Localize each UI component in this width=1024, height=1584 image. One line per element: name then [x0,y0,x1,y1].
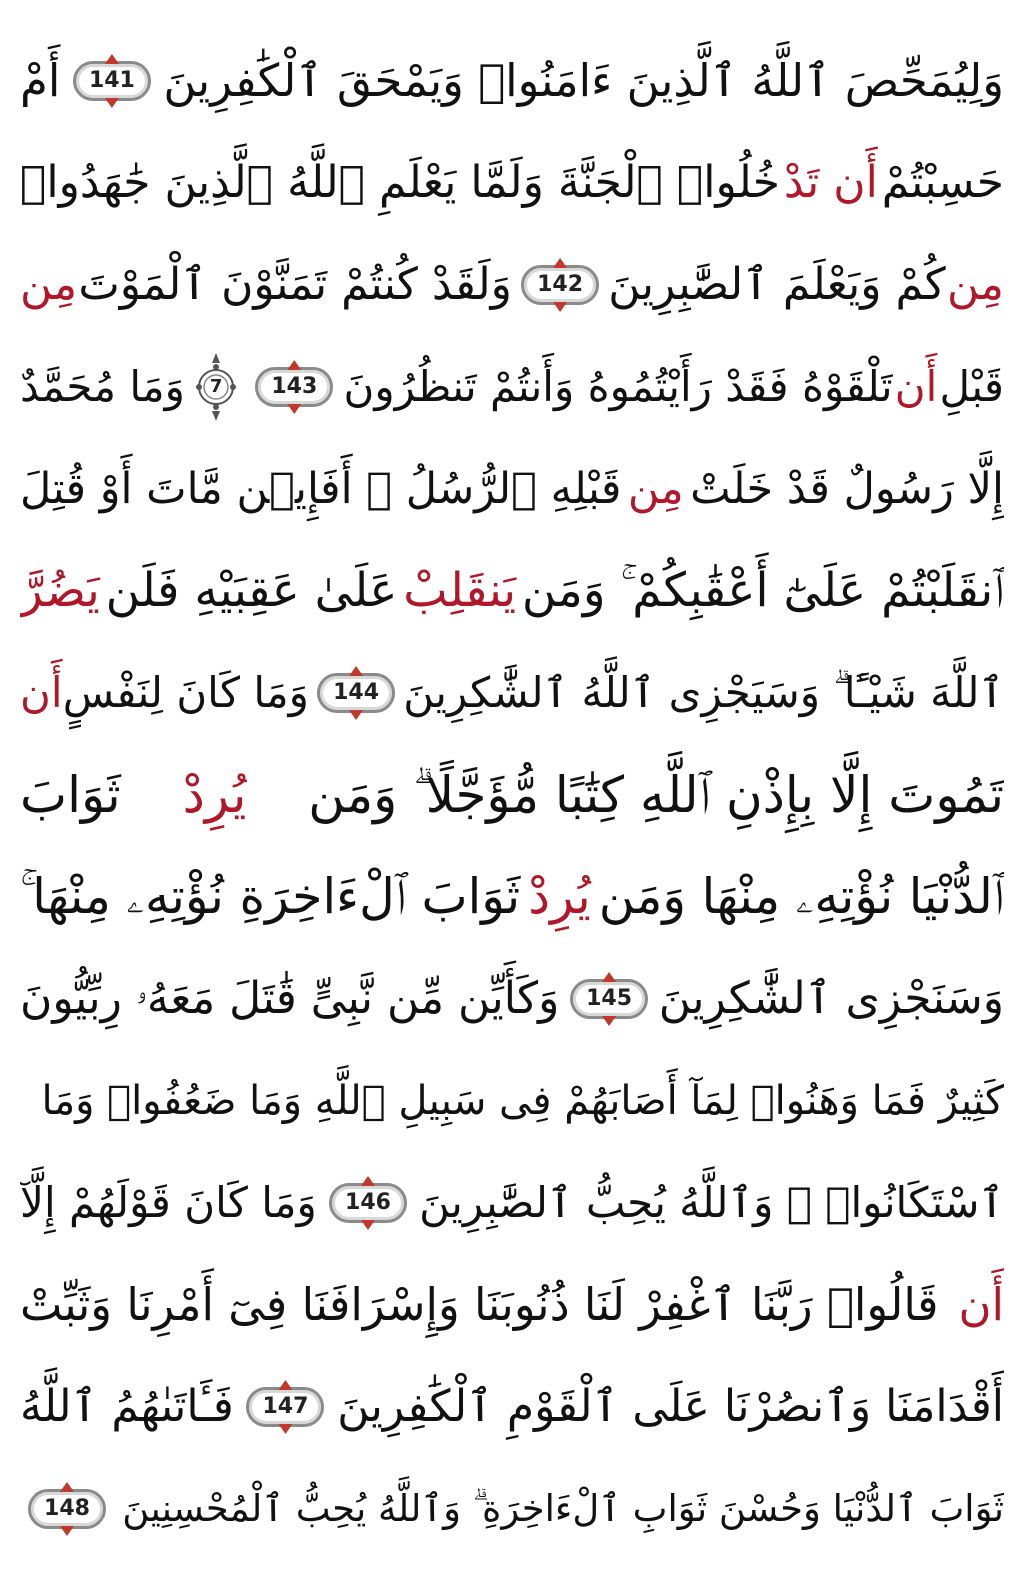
tajweed-highlight-text: أَن [20,668,63,717]
verse-line [20,1458,1004,1560]
tajweed-highlight-text: أَن [894,362,938,411]
ayah-number-ornament-icon [570,979,648,1019]
verse-text: ٱنقَلَبْتُمْ عَلَىٰٓ أَعْقَٰبِكُمْ ۚ وَمَن [521,563,1004,618]
verse-line [20,1254,1004,1356]
verse-text: كُمْ وَيَعْلَمَ ٱلصَّٰبِرِينَ [608,259,946,310]
ayah-number-ornament-icon [521,265,599,305]
verse-text: خُلُوا۟ ٱلْجَنَّةَ وَلَمَّا يَعْلَمِ ٱللَّهُ ٱلَّذِينَ جَٰهَدُوا۟ [20,157,781,208]
verse-text: ثَوَابَ ٱلْءَاخِرَةِ نُؤْتِهِۦ مِنْهَا ۚ [20,868,521,925]
verse-text: إِلَّا رَسُولٌ قَدْ خَلَتْ [690,464,1004,514]
verse-line [20,336,1004,438]
tajweed-highlight-text: يَضُرَّ [20,563,100,618]
tajweed-highlight-text: يُرِدْ [528,868,591,925]
verse-text: فَـَٔاتَىٰهُمُ ٱللَّهُ [20,1381,234,1432]
ayah-number-ornament-icon [329,1183,407,1223]
tajweed-highlight-text: مِن [20,259,78,310]
verse-text: وَلِيُمَحِّصَ ٱللَّهُ ٱلَّذِينَ ءَامَنُوا۟ وَيَمْحَقَ ٱلْكَٰفِرِينَ [163,54,1004,107]
verse-text: ٱللَّهَ شَيْـًٔا ۗ وَسَيَجْزِى ٱللَّهُ ٱلشَّٰكِرِينَ [403,668,1004,717]
verse-text: وَمَا كَانَ لِنَفْسٍ [62,668,309,717]
tajweed-highlight-text: مِن [627,464,684,514]
ayah-number: 143 [271,374,318,399]
verse-text: حَسِبْتُمْ [881,157,1004,208]
tajweed-highlight-text: أَن تَدْ [783,157,878,208]
verse-text: قَبْلِهِ ٱلرُّسُلُ ۚ أَفَإِي۟ن مَّاتَ أَوْ قُتِلَ [20,464,622,514]
verse-text: وَسَنَجْزِى ٱلشَّٰكِرِينَ [658,973,1004,1024]
verse-text: أَمْ [20,54,61,107]
hizb-number: 7 [209,376,223,397]
ayah-number: 146 [345,1190,391,1215]
hizb-rub-ornament-icon [193,349,239,425]
verse-text: قَالُوا۟ رَبَّنَا ٱغْفِرْ لَنَا ذُنُوبَنَا وَإِسْرَافَنَا فِىٓ أَمْرِنَا وَثَبِّتْ [20,1278,939,1331]
verse-text: كَثِيرٌ فَمَا وَهَنُوا۟ لِمَآ أَصَابَهُمْ فِى سَبِيلِ ٱللَّهِ وَمَا ضَعُفُوا۟ وَمَا [41,1078,1004,1124]
tajweed-highlight-text: مِن [946,259,1004,310]
verse-text: ثَوَابَ ٱلدُّنْيَا وَحُسْنَ ثَوَابِ ٱلْءَاخِرَةِ ۗ وَٱللَّهُ يُحِبُّ ٱلْمُحْسِنِينَ [122,1487,1004,1530]
verse-text: تَلْقَوْهُ فَقَدْ رَأَيْتُمُوهُ وَأَنتُمْ تَنظُرُونَ [343,362,893,411]
tajweed-highlight-text: أَن [958,1278,1004,1331]
verse-line [20,132,1004,234]
verse-line [20,846,1004,948]
quran-page [20,30,1004,1560]
ayah-number: 145 [586,986,633,1011]
ayah-number-ornament-icon [73,61,151,101]
verse-line [20,540,1004,642]
verse-text: ٱسْتَكَانُوا۟ ۗ وَٱللَّهُ يُحِبُّ ٱلصَّٰبِرِينَ [419,1178,1004,1227]
ayah-number: 144 [333,680,380,705]
verse-line [20,642,1004,744]
verse-text: وَلَقَدْ كُنتُمْ تَمَنَّوْنَ ٱلْمَوْتَ [78,259,512,310]
verse-line [20,948,1004,1050]
verse-line [20,1050,1004,1152]
verse-text: ثَوَابَ [20,766,121,824]
ayah-number: 148 [44,1496,90,1521]
ayah-number: 147 [262,1394,309,1419]
verse-text: قَبْلِ [939,362,1004,411]
ayah-number-ornament-icon [317,673,395,713]
verse-line [20,438,1004,540]
verse-line [20,1356,1004,1458]
verse-text: وَمَا مُحَمَّدٌ [20,362,185,411]
ayah-number: 142 [537,272,584,297]
tajweed-highlight-text: يُرِدْ [182,766,247,824]
ayah-number-ornament-icon [255,367,333,407]
verse-line [20,744,1004,846]
ayah-number-ornament-icon [246,1387,324,1427]
verse-text: أَقْدَامَنَا وَٱنصُرْنَا عَلَى ٱلْقَوْمِ ٱلْكَٰفِرِينَ [337,1381,1004,1432]
verse-text: ٱلدُّنْيَا نُؤْتِهِۦ مِنْهَا وَمَن [598,868,1004,925]
verse-text: تَمُوتَ إِلَّا بِإِذْنِ ٱللَّهِ كِتَٰبًا مُّؤَجَّلًا ۗ وَمَن [308,766,1004,824]
verse-line [20,30,1004,132]
verse-text: عَلَىٰ عَقِبَيْهِ فَلَن [105,563,398,618]
verse-text: وَمَا كَانَ قَوْلَهُمْ إِلَّآ [20,1178,317,1227]
ayah-number: 141 [88,68,135,93]
tajweed-highlight-text: يَنقَلِبْ [403,563,517,618]
ayah-number-ornament-icon [28,1489,106,1529]
verse-text: وَكَأَيِّن مِّن نَّبِىٍّ قَٰتَلَ مَعَهُۥ رِبِّيُّونَ [20,973,560,1024]
verse-line [20,1152,1004,1254]
verse-line [20,234,1004,336]
